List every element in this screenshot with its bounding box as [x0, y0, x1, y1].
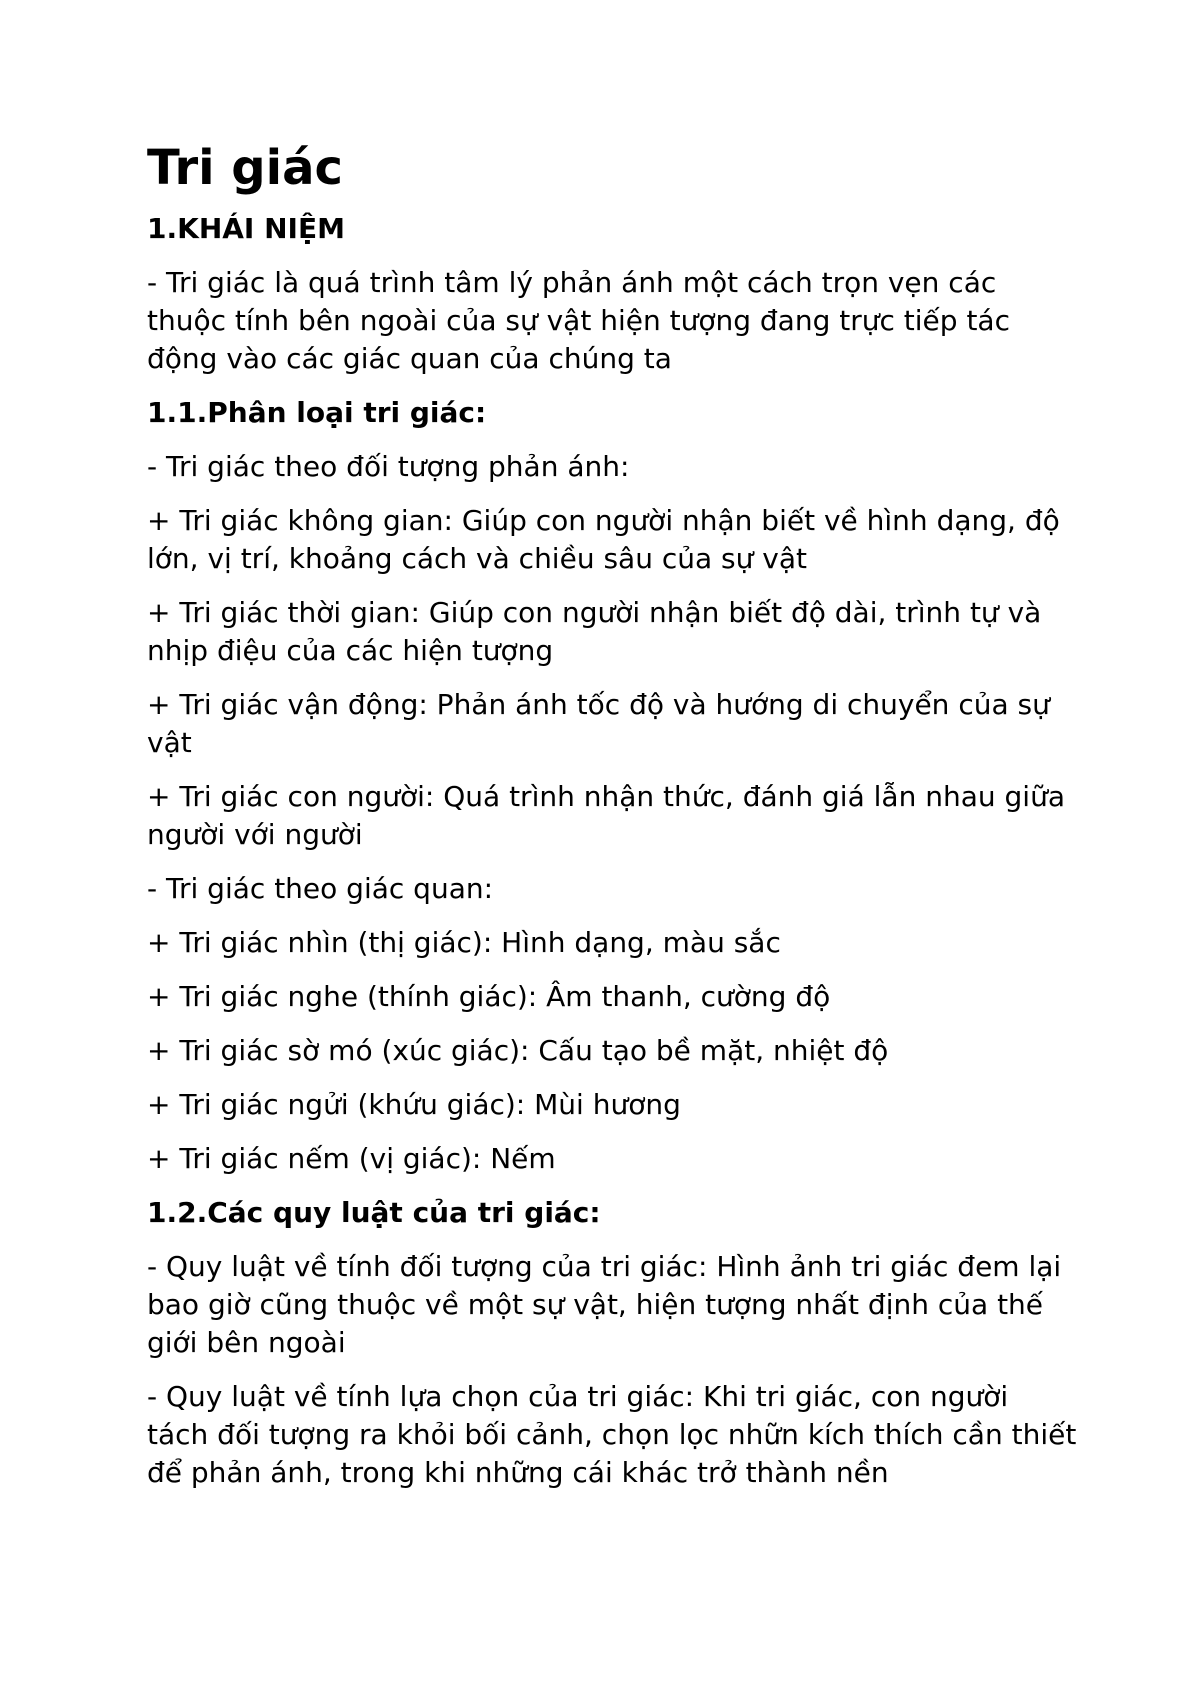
paragraph-by-sense: - Tri giác theo giác quan:: [147, 872, 494, 905]
section-heading-khai-niem: 1.KHÁI NIỆM: [147, 212, 345, 245]
document-page: [147, 138, 1077, 1508]
list-item-sight: + Tri giác nhìn (thị giác): Hình dạng, màu sắc: [147, 926, 781, 959]
list-item-smell: + Tri giác ngửi (khứu giác): Mùi hương: [147, 1088, 681, 1121]
list-item-time: + Tri giác thời gian: Giúp con người nhận biết độ dài, trình tự và nhịp điệu của các hiện tượng: [147, 596, 1042, 667]
list-item-space: + Tri giác không gian: Giúp con người nhận biết về hình dạng, độ lớn, vị trí, khoảng cách và chiều sâu của sự vật: [147, 504, 1060, 575]
paragraph-law-objectivity: - Quy luật về tính đối tượng của tri giác: Hình ảnh tri giác đem lại bao giờ cũng thuộc về một sự vật, hiện tượng nhất định của thế giới bên ngoài: [147, 1250, 1062, 1359]
paragraph-by-object: - Tri giác theo đối tượng phản ánh:: [147, 450, 630, 483]
list-item-touch: + Tri giác sờ mó (xúc giác): Cấu tạo bề mặt, nhiệt độ: [147, 1034, 889, 1067]
paragraph-definition: - Tri giác là quá trình tâm lý phản ánh một cách trọn vẹn các thuộc tính bên ngoài của sự vật hiện tượng đang trực tiếp tác động vào các giác quan của chúng ta: [147, 266, 1010, 375]
document-title: Tri giác: [147, 140, 343, 196]
section-heading-phan-loai: 1.1.Phân loại tri giác:: [147, 396, 487, 429]
list-item-person: + Tri giác con người: Quá trình nhận thức, đánh giá lẫn nhau giữa người với người: [147, 780, 1065, 851]
list-item-hearing: + Tri giác nghe (thính giác): Âm thanh, cường độ: [147, 980, 831, 1013]
list-item-taste: + Tri giác nếm (vị giác): Nếm: [147, 1142, 556, 1175]
list-item-motion: + Tri giác vận động: Phản ánh tốc độ và hướng di chuyển của sự vật: [147, 688, 1050, 759]
paragraph-law-selectivity: - Quy luật về tính lựa chọn của tri giác: Khi tri giác, con người tách đối tượng ra khỏi bối cảnh, chọn lọc nhữn kích thích cần thiết để phản ánh, trong khi những cái khác trở thành nền: [147, 1380, 1077, 1489]
section-heading-quy-luat: 1.2.Các quy luật của tri giác:: [147, 1196, 601, 1229]
